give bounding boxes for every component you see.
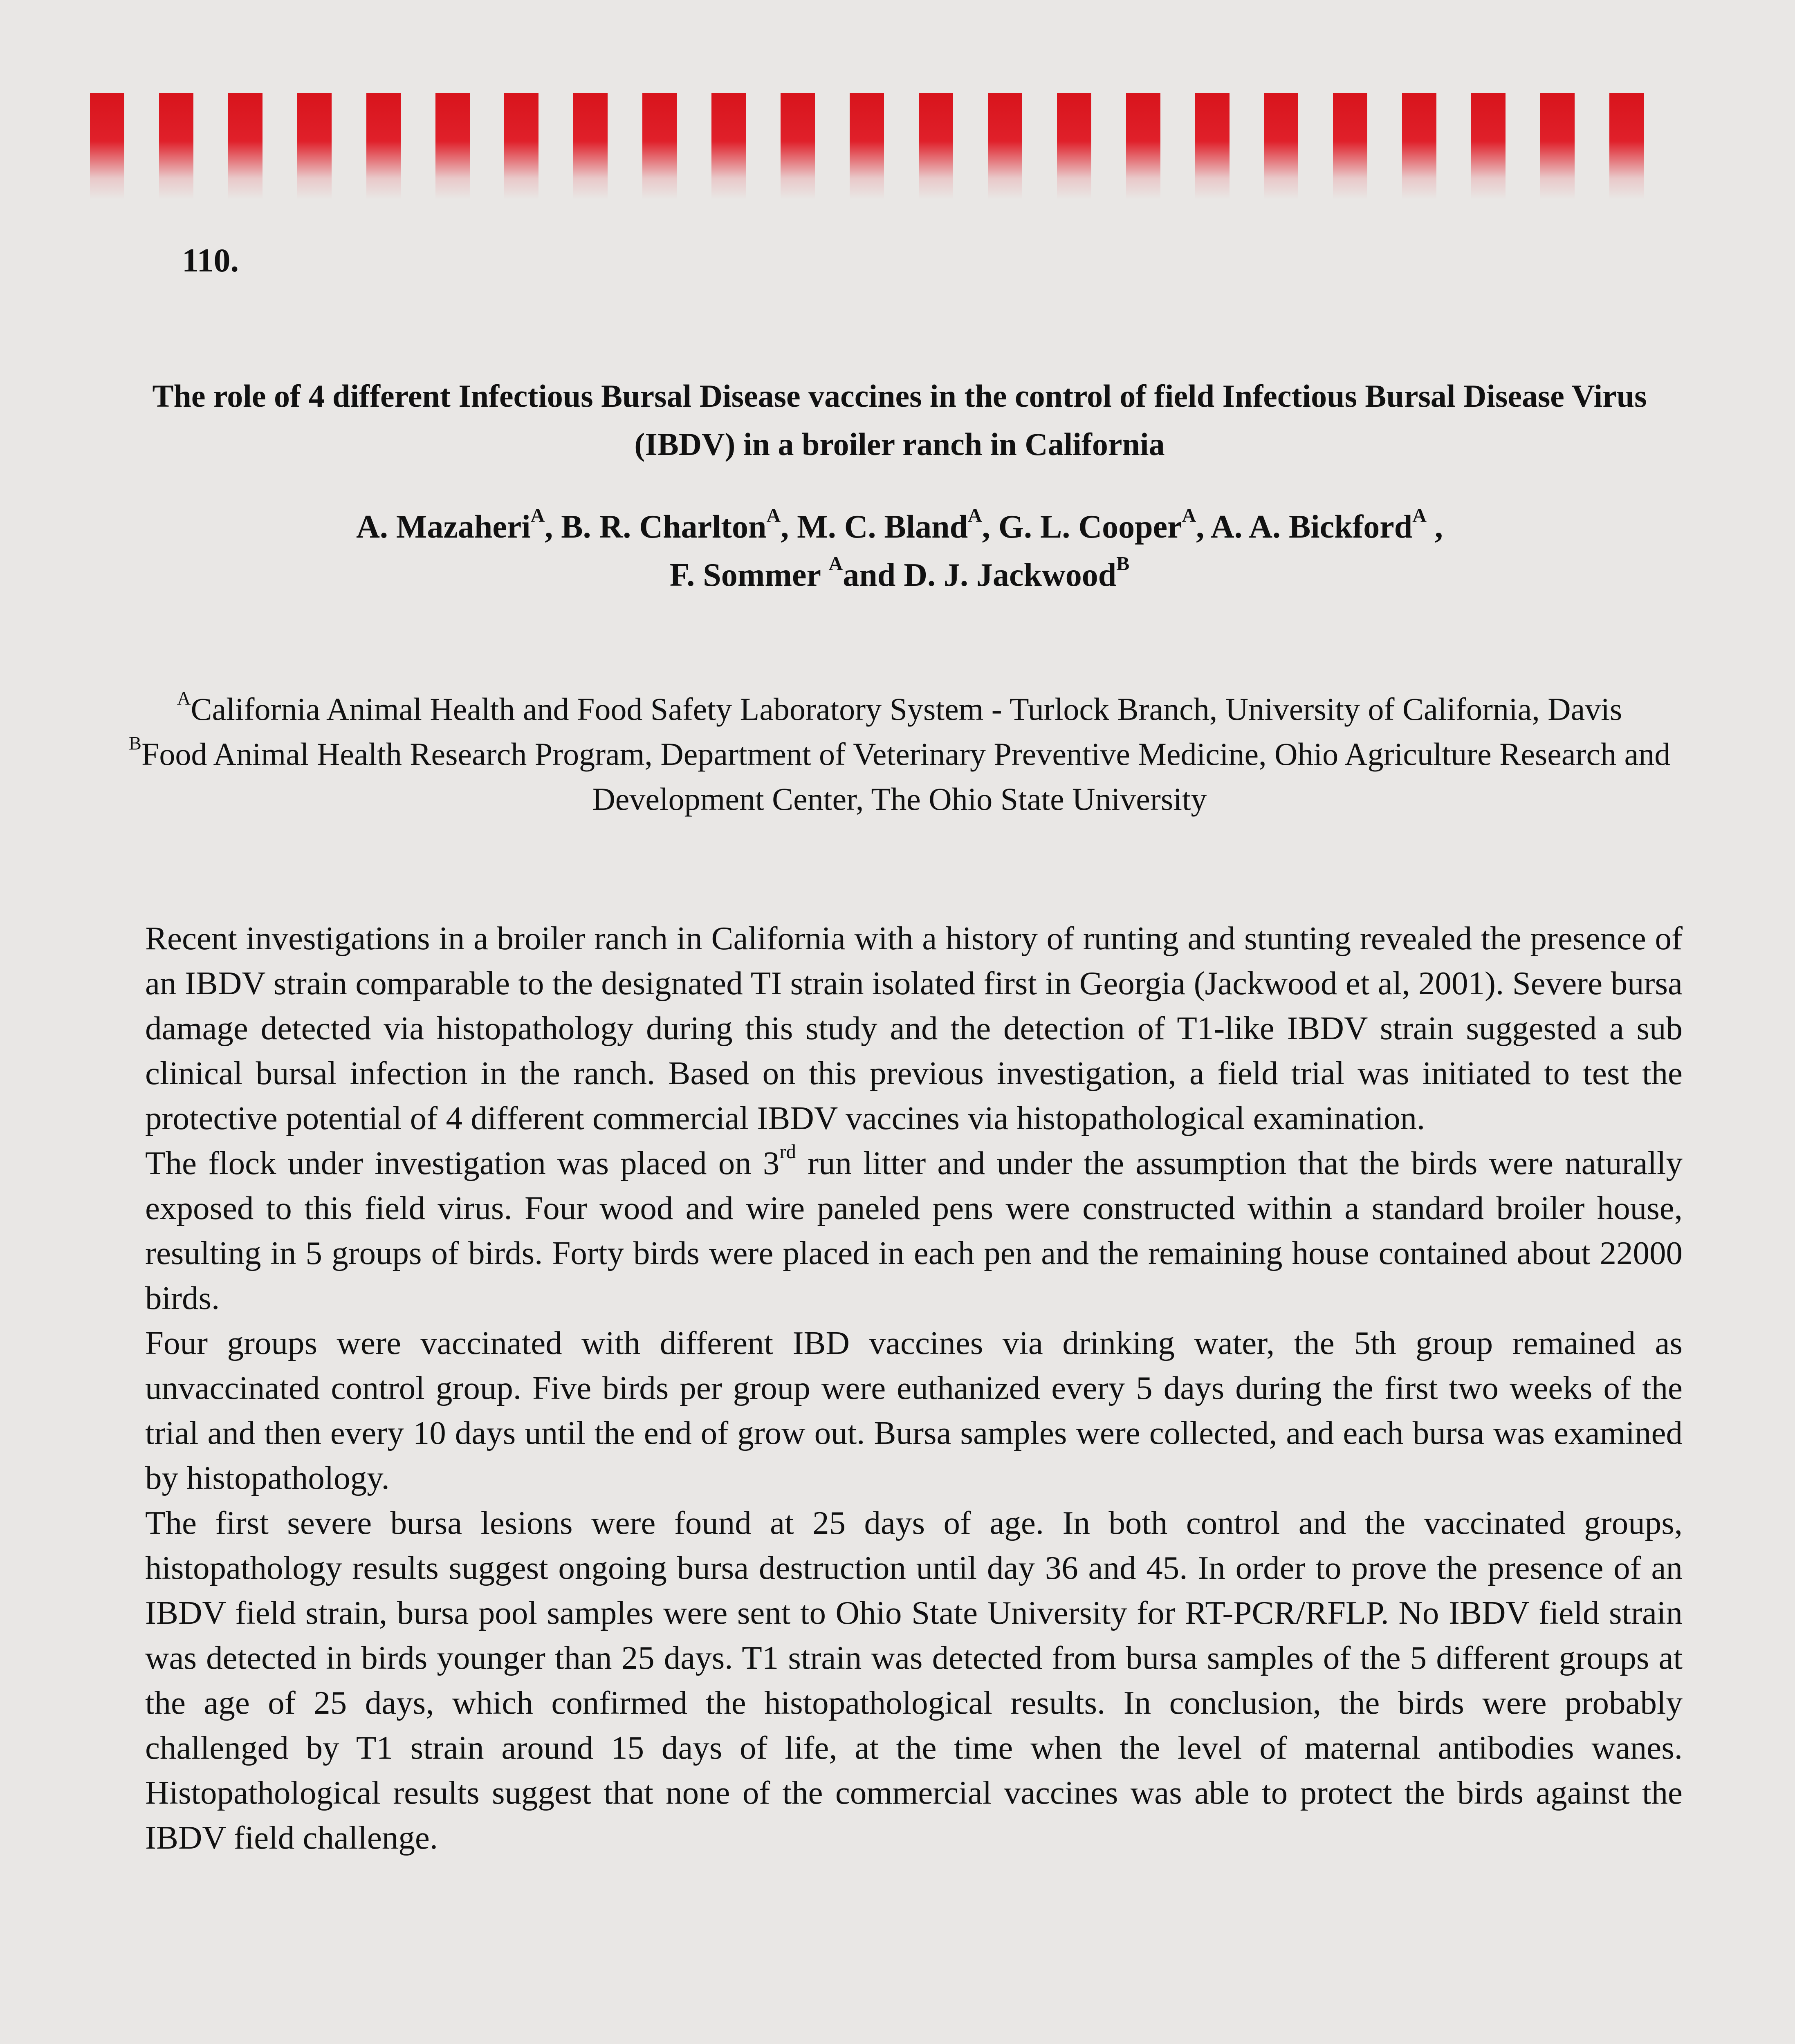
author-separator: and (843, 557, 904, 593)
affiliation-text: Food Animal Health Research Program, Department of Veterinary Preventive Medicine, Ohio Agriculture Research and Development Center, The Ohio State University (141, 736, 1671, 817)
author-affiliation-mark: A (1412, 504, 1427, 527)
author-separator: , (1196, 509, 1211, 545)
affiliation-item (123, 687, 1676, 732)
abstract-paragraph (145, 1141, 1683, 1320)
banner-stripe (435, 93, 470, 199)
author-affiliation-mark: B (1116, 553, 1130, 575)
abstract-paragraph: Four groups were vaccinated with different IBD vaccines via drinking water, the 5th group remained as unvaccinated control group. Five birds per group were euthanized every 5 days during the first two weeks of the trial and then every 10 days until the end of grow out. Bursa samples were collected, and each bursa was examined by histopathology. (145, 1325, 1683, 1496)
author-separator: , (982, 509, 998, 545)
banner-stripe (90, 93, 124, 199)
author-separator: , (1426, 509, 1443, 545)
abstract-paragraph: Recent investigations in a broiler ranch in California with a history of runting and stunting revealed the presence of an IBDV strain comparable to the designated TI strain isolated first in Georgia (Jackwood et al, 2001). Severe bursa damage detected via histopathology during this study and the detection of T1-like IBDV strain suggested a sub clinical bursal infection in the ranch. Based on this previous investigation, a field trial was initiated to test the protective potential of 4 different commercial IBDV vaccines via histopathological examination. (145, 920, 1683, 1136)
author-name: M. C. Bland (797, 509, 968, 545)
abstract-body (145, 916, 1683, 1860)
ordinal-suffix: rd (779, 1141, 796, 1163)
abstract-paragraph: The first severe bursa lesions were found at 25 days of age. In both control and the vaccinated groups, histopathology results suggest ongoing bursa destruction until day 36 and 45. In order to prove the presence of an IBDV field strain, bursa pool samples were sent to Ohio State University for RT-PCR/RFLP. No IBDV field strain was detected in birds younger than 25 days. T1 strain was detected from bursa samples of the 5 different groups at the age of 25 days, which confirmed the histopathological results. In conclusion, the birds were probably challenged by T1 strain around 15 days of life, at the time when the level of maternal antibodies wanes. Histopathological results suggest that none of the commercial vaccines was able to protect the birds against the IBDV field challenge. (145, 1504, 1683, 1856)
banner-stripe (1609, 93, 1644, 199)
banner-stripe (504, 93, 538, 199)
affiliation-text: California Animal Health and Food Safety Laboratory System - Turlock Branch, University of California, Davis (191, 691, 1622, 727)
author-separator: , (781, 509, 797, 545)
author-affiliation-mark: A (766, 504, 781, 527)
banner-stripe (1195, 93, 1230, 199)
banner-stripe (850, 93, 884, 199)
banner-stripe (1057, 93, 1091, 199)
author-name: F. Sommer (669, 557, 829, 593)
author-name: G. L. Cooper (998, 509, 1182, 545)
banner-stripe (1126, 93, 1160, 199)
banner-stripe (781, 93, 815, 199)
banner-stripe (1471, 93, 1506, 199)
affiliation-item (123, 732, 1676, 822)
banner-stripe (1333, 93, 1367, 199)
author-affiliation-mark: A (1182, 504, 1196, 527)
paper-title: The role of 4 different Infectious Bursal Disease vaccines in the control of field Infectious Bursal Disease Virus (IBDV) in a broiler ranch in California (152, 378, 1647, 462)
author-name: D. J. Jackwood (904, 557, 1117, 593)
author-name: A. Mazaheri (356, 509, 531, 545)
abstract-text: run litter and under the assumption that the birds were naturally exposed to this field virus. Four wood and wire paneled pens were constructed within a standard broiler house, resulting in 5 groups of birds. Forty birds were placed in each pen and the remaining house contained about 22000 birds. (145, 1145, 1683, 1316)
banner-stripe (366, 93, 401, 199)
author-name: A. A. Bickford (1210, 509, 1413, 545)
banner-stripe (919, 93, 953, 199)
banner-stripe (988, 93, 1022, 199)
author-affiliation-mark: A (828, 553, 843, 575)
banner-stripe (711, 93, 746, 199)
header-banner (90, 93, 1644, 199)
paper-number: 110. (182, 242, 239, 279)
author-list (123, 503, 1676, 599)
author-separator: , (545, 509, 561, 545)
author-name: B. R. Charlton (561, 509, 767, 545)
author-affiliation-mark: A (968, 504, 982, 527)
affiliation-list (123, 687, 1676, 822)
banner-stripe (228, 93, 263, 199)
affiliation-mark: A (177, 688, 191, 709)
author-affiliation-mark: A (530, 504, 545, 527)
banner-stripe (642, 93, 677, 199)
banner-stripe (159, 93, 193, 199)
banner-stripe (1264, 93, 1298, 199)
banner-stripe (573, 93, 608, 199)
affiliation-mark: B (128, 733, 141, 754)
abstract-text: The flock under investigation was placed on 3 (145, 1145, 780, 1181)
banner-stripe (297, 93, 332, 199)
banner-stripe (1402, 93, 1436, 199)
banner-stripe (1540, 93, 1575, 199)
